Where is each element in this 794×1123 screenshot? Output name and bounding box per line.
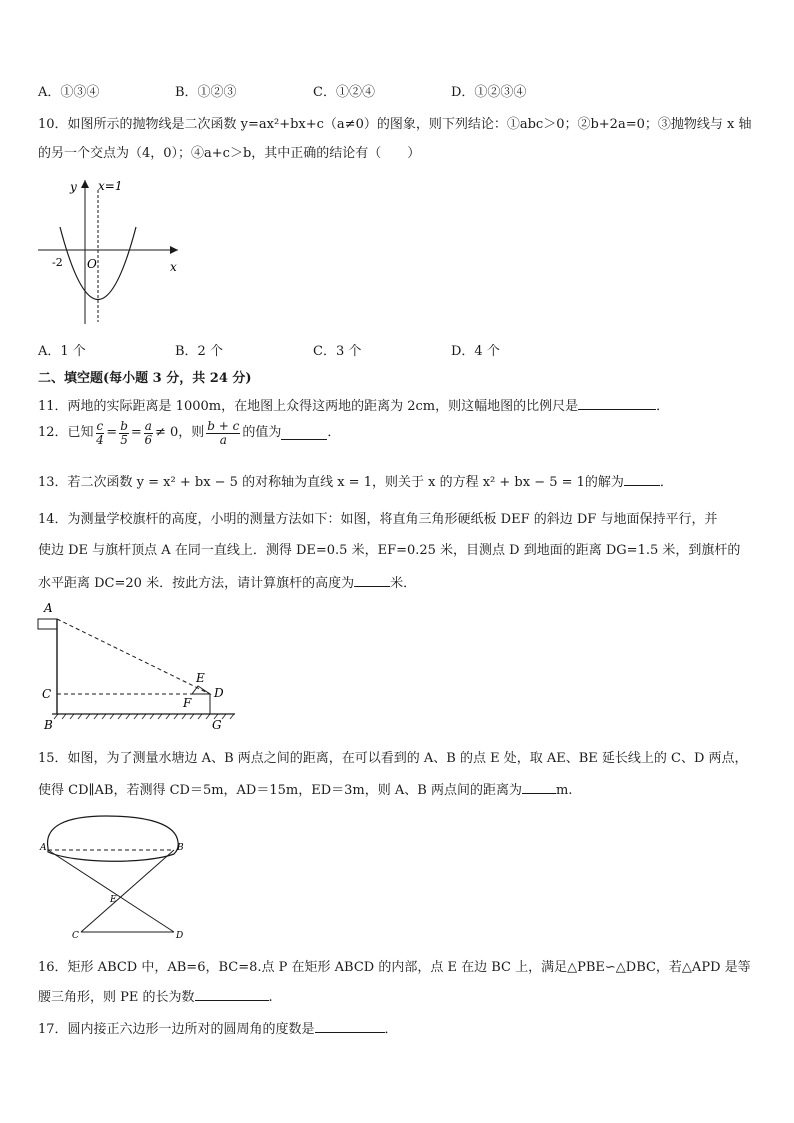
q12-answer-blank <box>281 427 327 440</box>
q16-question-line2 <box>38 988 273 1006</box>
origin-label: O <box>87 257 97 271</box>
q12-neq: ≠ 0 <box>154 425 179 441</box>
q16-text-line1: 16．矩形 ABCD 中，AB=6，BC=8.点 P 在矩形 ABCD 的内部，点 E 在边 BC 上，满足△PBE∽△DBC，若△APD 是等 <box>38 960 751 975</box>
label-f: F <box>183 696 192 710</box>
label-a: A <box>40 843 47 853</box>
q15-text-line1: 15．如图，为了测量水塘边 A、B 两点之间的距离，在可以看到的 A、B 的点 E 处，取 AE、BE 延长线上的 C、D 两点， <box>38 751 748 766</box>
q15-answer-blank <box>522 781 556 794</box>
q17-end: ． <box>384 1022 398 1037</box>
q12-frac-a-over-6: $\frac{a}{6}$ <box>144 419 153 447</box>
q17-text: 17．圆内接正六边形一边所对的圆周角的度数是 <box>38 1022 315 1037</box>
q12-suffix: 的值为 <box>242 425 282 441</box>
q14-answer-blank <box>354 574 390 587</box>
q13-text: 13．若二次函数 y = x² + bx − 5 的对称轴为直线 x = 1，则关于 x 的方程 x² + bx − 5 = 1的解为 <box>38 475 624 490</box>
q15-question-line2 <box>38 781 572 799</box>
q9-option-c: C．①②④ <box>313 85 375 100</box>
q11-answer-blank <box>578 397 656 410</box>
y-axis-arrow <box>81 180 89 188</box>
q15-text-line2: 使得 CD∥AB，若测得 CD＝5m，AD＝15m，ED＝3m，则 A、B 两点间的距离为 <box>38 783 522 798</box>
q12-eq1: = <box>106 425 118 441</box>
q12-end: ． <box>327 425 341 441</box>
q9-option-d: D．①②③④ <box>451 85 527 100</box>
label-d: D <box>214 686 224 700</box>
q13-question <box>38 473 673 491</box>
q14-flagpole-figure <box>30 598 240 738</box>
q12-frac-b-over-5: $\frac{b}{5}$ <box>120 419 128 447</box>
neg-two-label: -2 <box>52 256 63 269</box>
q15-pond-figure <box>36 812 196 942</box>
q11-end: ． <box>656 399 670 414</box>
label-c: C <box>72 931 79 941</box>
q14-end: 米． <box>390 576 417 591</box>
q16-answer-blank <box>195 988 269 1001</box>
q16-end: . <box>268 990 273 1005</box>
q14-question-line3 <box>38 574 416 592</box>
q15-end: m. <box>555 783 573 798</box>
q10-parabola-figure <box>30 172 190 332</box>
triangle-def <box>192 686 210 694</box>
q10-option-c: C．3 个 <box>313 344 362 359</box>
q10-option-b: B．2 个 <box>175 344 223 359</box>
label-d: D <box>176 931 184 941</box>
q10-text-line1: 10．如图所示的抛物线是二次函数 y=ax²+bx+c（a≠0）的图象，则下列结论：①abc＞0；②b+2a=0；③抛物线与 x 轴 <box>38 117 752 132</box>
label-b: B <box>44 718 53 732</box>
q17-answer-blank <box>315 1020 385 1033</box>
ground-hatching <box>54 714 234 719</box>
q12-frac-bc-over-a: $\frac{b + c}{a}$ <box>207 419 240 447</box>
q17-question <box>38 1020 398 1038</box>
q14-text-line2: 使边 DE 与旗杆顶点 A 在同一直线上．测得 DE=0.5 米，EF=0.25 米，目测点 D 到地面的距离 DG=1.5 米，到旗杆的 <box>38 543 741 558</box>
section-title: 二、填空题(每小题 3 分，共 24 分) <box>38 371 252 386</box>
q9-option-a: A．①③④ <box>38 85 100 100</box>
q9-option-b: B．①②③ <box>175 85 237 100</box>
q10-option-a: A．1 个 <box>38 344 86 359</box>
label-e: E <box>196 671 205 685</box>
y-axis-label: y <box>70 180 77 194</box>
symmetry-label: x=1 <box>98 179 123 193</box>
flag <box>38 619 57 629</box>
segment-bc <box>81 850 174 932</box>
label-a: A <box>44 601 53 615</box>
label-b: B <box>177 843 184 853</box>
x-axis-label: x <box>170 260 177 274</box>
pond-outline <box>48 816 179 861</box>
x-axis-arrow <box>170 246 178 254</box>
q14-text-line1: 14．为测量学校旗杆的高度，小明的测量方法如下：如图，将直角三角形硬纸板 DEF 的斜边 DF 与地面保持平行，并 <box>38 512 718 527</box>
q12-question <box>38 420 340 446</box>
q11-text: 11．两地的实际距离是 1000m，在地图上众得这两地的距离为 2cm，则这幅地图的比例尺是 <box>38 399 579 414</box>
q13-answer-blank <box>624 473 660 486</box>
q16-text-line2: 腰三角形，则 PE 的长为数 <box>38 990 195 1005</box>
q12-prefix: 12．已知 <box>38 425 94 441</box>
segment-ad <box>48 850 174 932</box>
q10-text-line2: 的另一个交点为（4，0）；④a+c＞b，其中正确的结论有（ ） <box>38 146 421 161</box>
label-c: C <box>42 687 52 701</box>
q12-eq2: = <box>130 425 142 441</box>
label-g: G <box>212 718 222 732</box>
q14-text-line3: 水平距离 DC=20 米．按此方法，请计算旗杆的高度为 <box>38 576 355 591</box>
q10-option-d: D．4 个 <box>451 344 500 359</box>
sight-line <box>57 619 210 694</box>
q13-end: ． <box>659 475 673 490</box>
q12-then: ，则 <box>178 425 205 441</box>
label-e: E <box>110 895 117 905</box>
q12-frac-c-over-4: $\frac{c}{4}$ <box>96 419 104 447</box>
q11-question <box>38 397 669 415</box>
